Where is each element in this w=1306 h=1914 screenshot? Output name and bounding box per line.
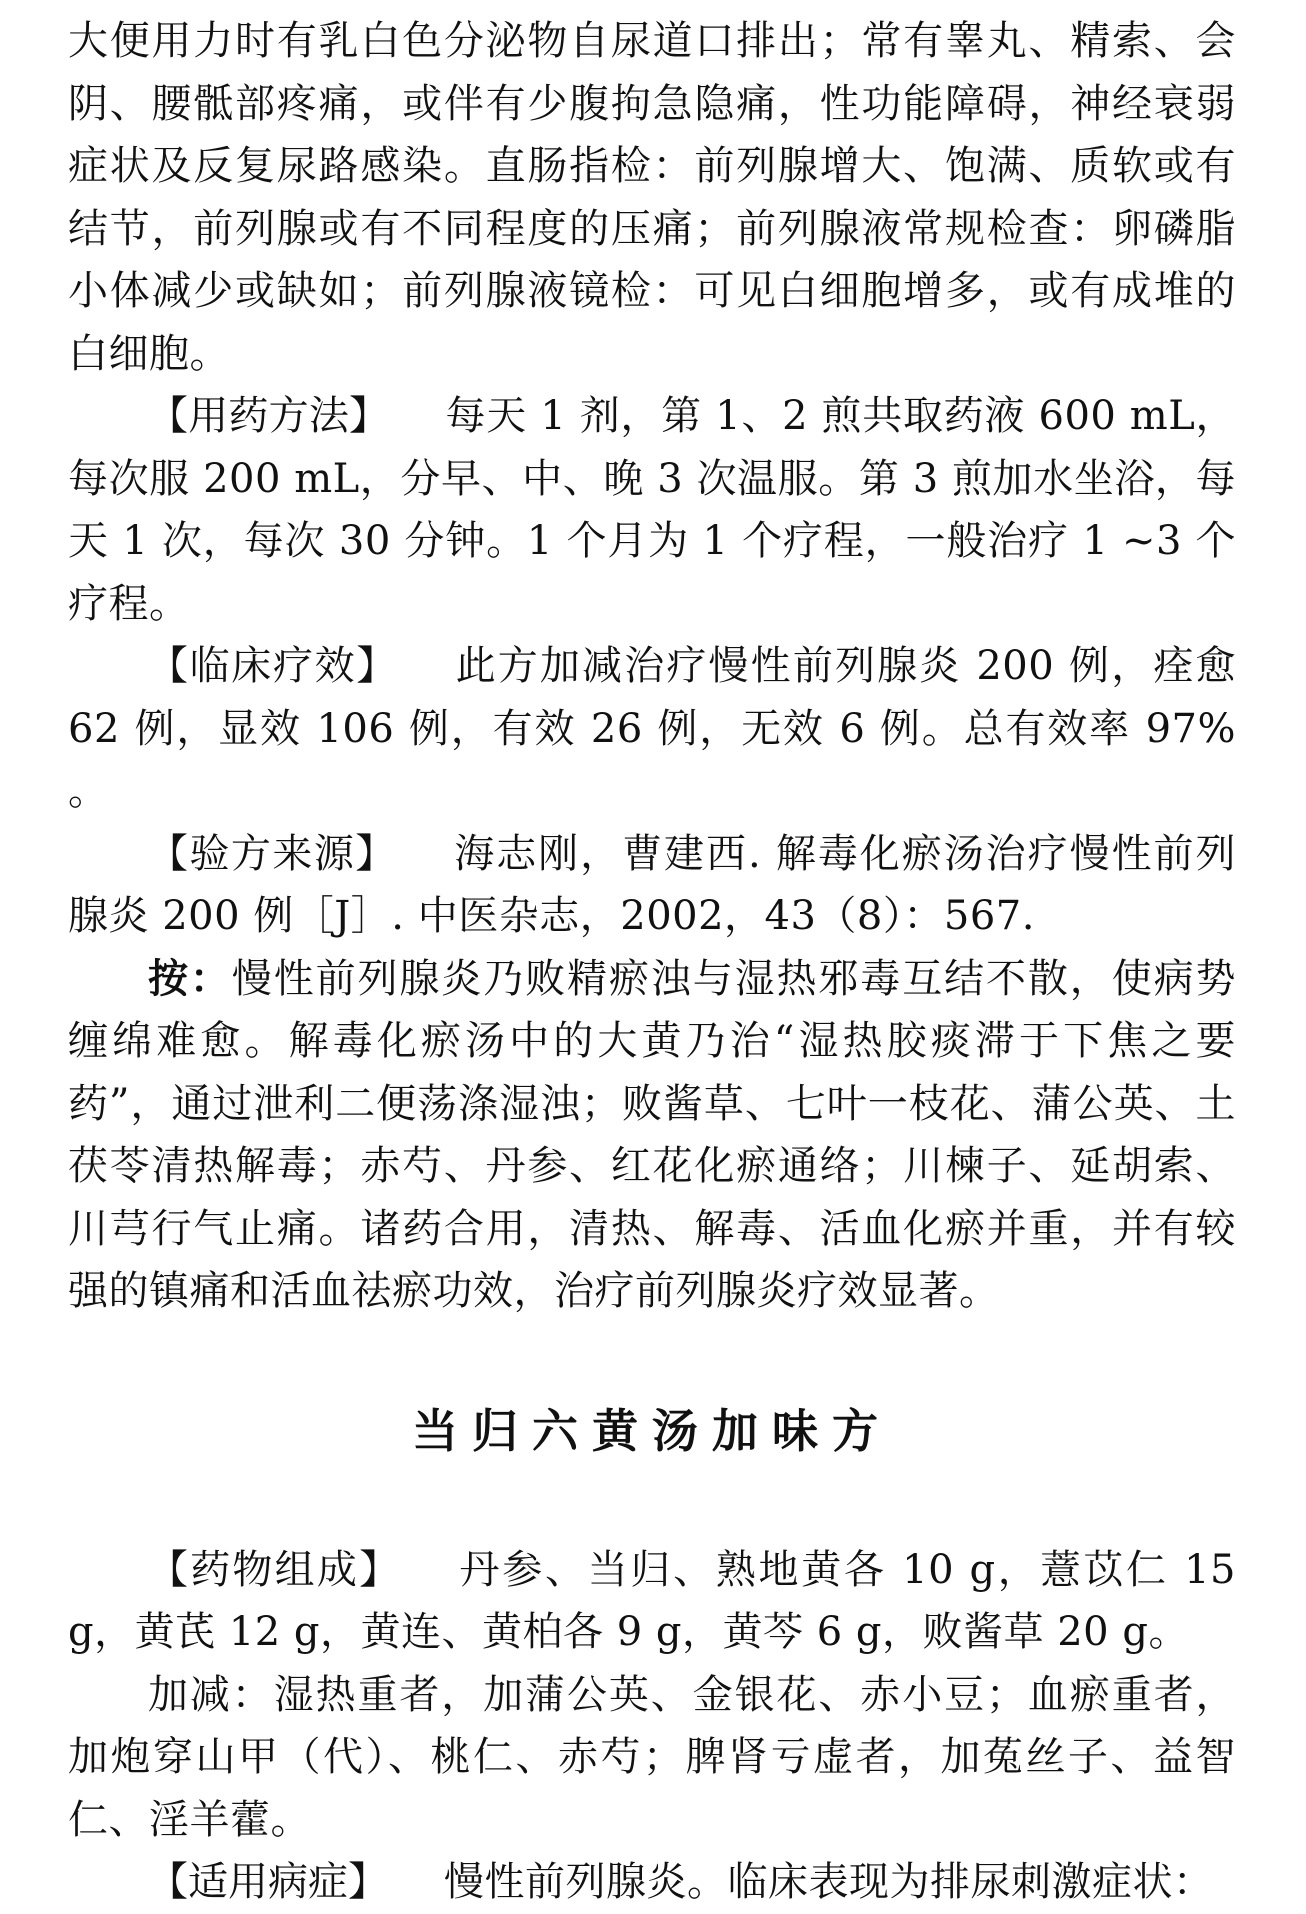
usage-text: 每天 1 剂，第 1、2 煎共取药液 600 mL，每次服 200 mL，分早、中、晚 3 次温服。第 3 煎加水坐浴，每天 1 次，每次 30 分钟。1 个月为 1 个疗程，一般治疗 1 ~3 个疗程。 [68, 393, 1237, 627]
composition-text: 丹参、当归、熟地黄各 10 g，薏苡仁 15 g，黄芪 12 g，黄连、黄柏各 9 g，黄芩 6 g，败酱草 20 g。 [68, 1546, 1237, 1655]
source-text: 海志刚，曹建西. 解毒化瘀汤治疗慢性前列腺炎 200 例［J］. 中医杂志，2002，43（8）：567. [68, 830, 1236, 939]
usage-label: 【用药方法】 [148, 393, 390, 439]
indication-text: 慢性前列腺炎。临床表现为排尿刺激症状： [444, 1859, 1214, 1905]
composition-paragraph [68, 1539, 1236, 1664]
indication-paragraph [68, 1851, 1236, 1914]
efficacy-paragraph [68, 635, 1236, 823]
note-text: 慢性前列腺炎乃败精瘀浊与湿热邪毒互结不散，使病势缠绵难愈。解毒化瘀汤中的大黄乃治“湿热胶痰滞于下焦之要药”，通过泄利二便荡涤湿浊；败酱草、七叶一枝花、蒲公英、土茯苓清热解毒；赤芍、丹参、红花化瘀通络；川楝子、延胡索、川芎行气止痛。诸药合用，清热、解毒、活血化瘀并重，并有较强的镇痛和活血祛瘀功效，治疗前列腺炎疗效显著。 [68, 955, 1237, 1314]
efficacy-label: 【临床疗效】 [148, 643, 398, 689]
section-title: 当归六黄汤加味方 [412, 1403, 892, 1458]
source-label: 【验方来源】 [148, 830, 397, 877]
note-paragraph [68, 948, 1236, 1323]
usage-paragraph [68, 385, 1236, 635]
note-label: 按： [148, 954, 232, 1002]
source-paragraph [68, 823, 1236, 948]
efficacy-text: 此方加减治疗慢性前列腺炎 200 例，痊愈 62 例，显效 106 例，有效 26 例，无效 6 例。总有效率 97% 。 [68, 643, 1237, 814]
composition-label: 【药物组成】 [148, 1546, 402, 1593]
modification-paragraph: 加减：湿热重者，加蒲公英、金银花、赤小豆；血瘀重者，加炮穿山甲（代）、桃仁、赤芍；脾肾亏虚者，加菟丝子、益智仁、淫羊藿。 [68, 1671, 1236, 1843]
continuation-paragraph: 大便用力时有乳白色分泌物自尿道口排出；常有睾丸、精索、会阴、腰骶部疼痛，或伴有少腹拘急隐痛，性功能障碍，神经衰弱症状及反复尿路感染。直肠指检：前列腺增大、饱满、质软或有结节，前列腺或有不同程度的压痛；前列腺液常规检查：卵磷脂小体减少或缺如；前列腺液镜检：可见白细胞增多，或有成堆的白细胞。 [68, 18, 1236, 377]
document-page [68, 10, 1236, 1914]
indication-label: 【适用病症】 [148, 1859, 388, 1905]
